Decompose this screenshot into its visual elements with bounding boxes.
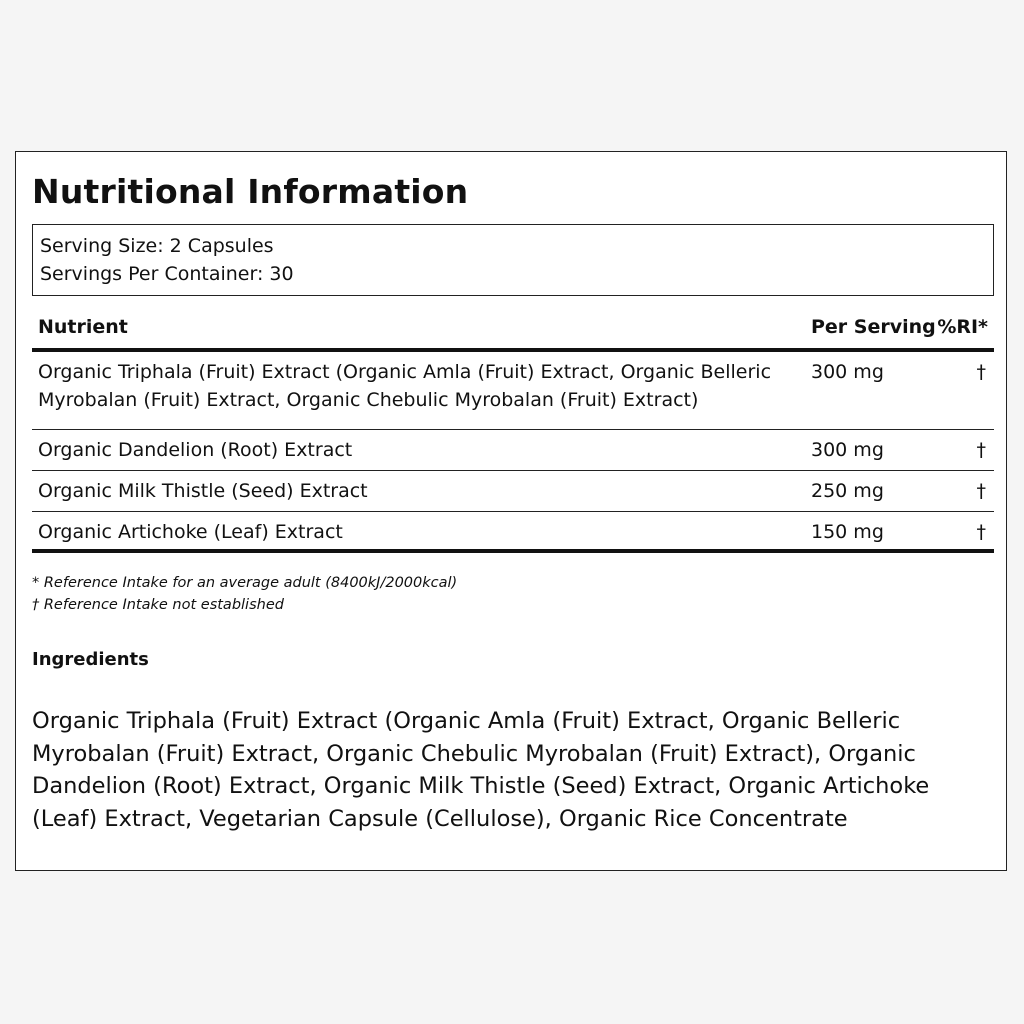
ingredients-text: Organic Triphala (Fruit) Extract (Organic Amla (Fruit) Extract, Organic Belleric Myrobalan (Fruit) Extract, Organic Chebulic Myrobalan (Fruit) Extract), Organic Dandelion (Root) Extract, Organic Milk Thistle (Seed) Extract, Organic Artichoke (Leaf) Extract, Vegetarian Capsule (Cellulose), Organic Rice Concentrate [32,708,930,832]
nutrient-amount: 300 mg [811,361,884,383]
nutrient-name: Organic Artichoke (Leaf) Extract [38,521,343,543]
nutrient-table [32,312,994,553]
nutrient-amount: 150 mg [811,521,884,543]
table-header [32,312,994,352]
servings-per-container: Servings Per Container: 30 [40,263,294,285]
nutrient-ri: † [976,480,986,502]
header-per-serving: Per Serving [811,316,936,338]
table-row [32,430,994,471]
ingredients-heading: Ingredients [32,649,149,670]
header-ri: %RI* [937,316,988,338]
nutrient-name: Organic Triphala (Fruit) Extract (Organic Amla (Fruit) Extract, Organic Belleric Myrobalan (Fruit) Extract, Organic Chebulic Myrobalan (Fruit) Extract) [38,361,772,411]
serving-info-box [32,224,994,296]
panel-title: Nutritional Information [32,172,469,211]
nutrient-name: Organic Milk Thistle (Seed) Extract [38,480,368,502]
nutrient-name: Organic Dandelion (Root) Extract [38,439,353,461]
footnotes [32,572,457,616]
nutrient-amount: 300 mg [811,439,884,461]
table-row [32,471,994,512]
header-nutrient: Nutrient [38,316,128,338]
footnote-not-established: † Reference Intake not established [32,597,284,613]
nutrition-panel [15,151,1007,871]
table-row [32,352,994,430]
nutrient-ri: † [976,439,986,461]
nutrient-ri: † [976,521,986,543]
serving-size: Serving Size: 2 Capsules [40,235,274,257]
footnote-reference-intake: * Reference Intake for an average adult (8400kJ/2000kcal) [32,575,458,591]
nutrient-ri: † [976,361,986,383]
nutrient-amount: 250 mg [811,480,884,502]
table-row [32,512,994,553]
